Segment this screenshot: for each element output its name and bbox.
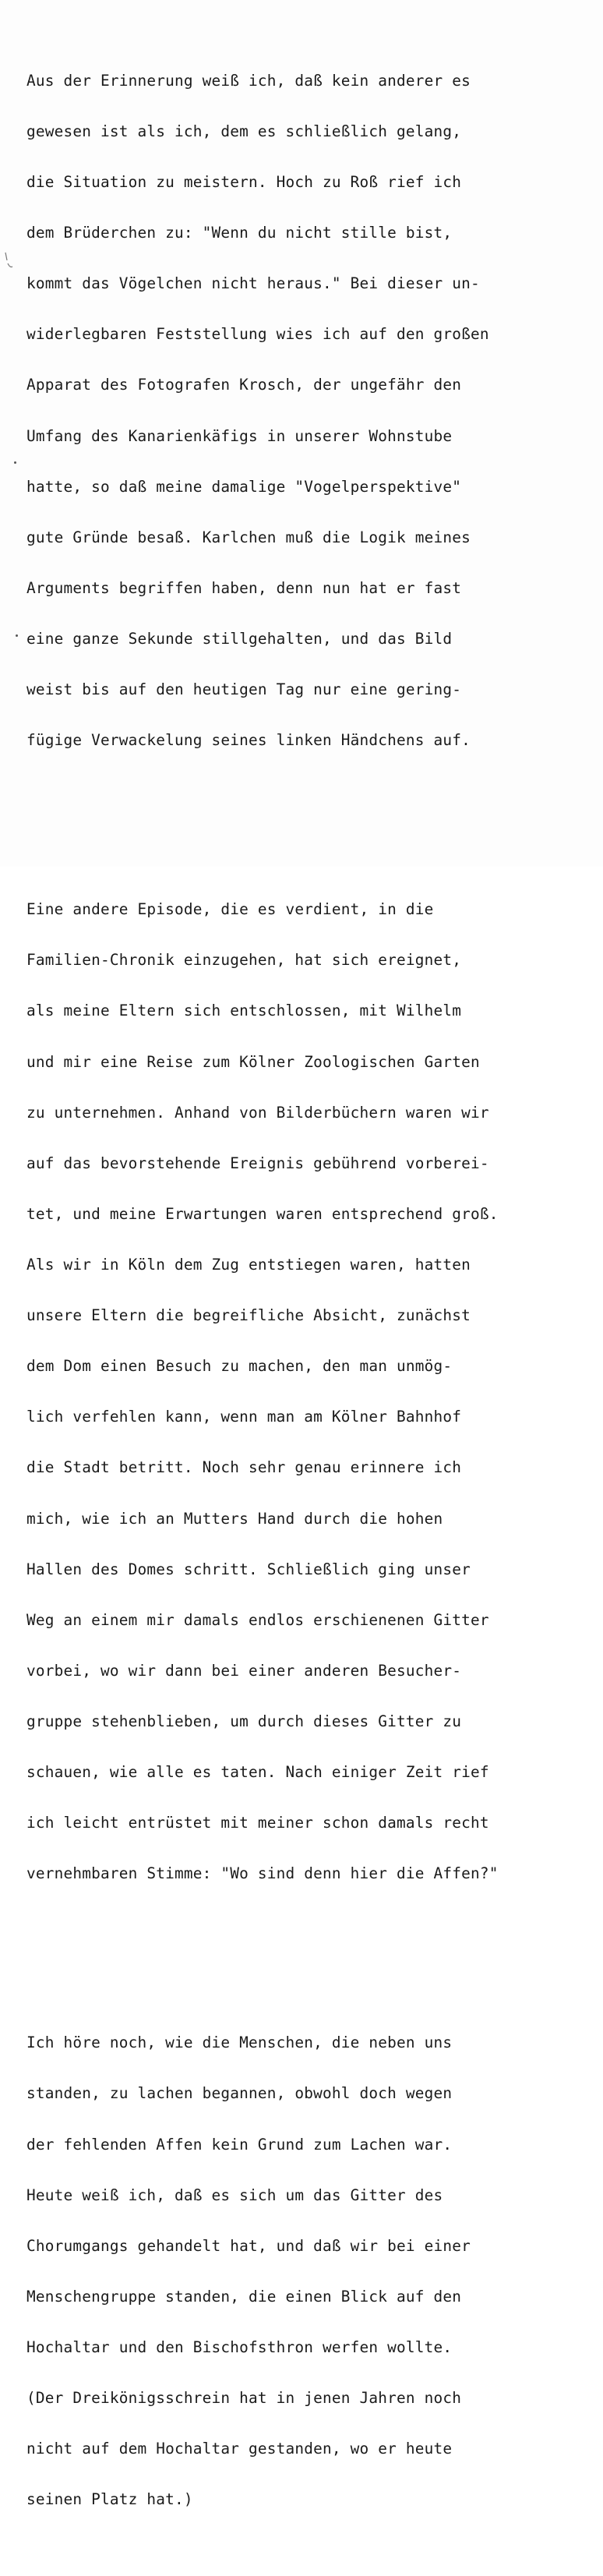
text-line: schauen, wie alle es taten. Nach einiger Zeit rief [26,1763,489,1782]
text-line: Eine andere Episode, die es verdient, in die [26,900,434,919]
text-line: kommt das Vögelchen nicht heraus." Bei dieser un- [26,274,480,293]
paragraph-2 [26,868,603,1917]
text-line: standen, zu lachen begannen, obwohl doch wegen [26,2084,453,2103]
text-line: weist bis auf den heutigen Tag nur eine gering- [26,680,462,699]
text-line: (Der Dreikönigsschrein hat in jenen Jahren noch [26,2389,462,2408]
text-line: hatte, so daß meine damalige "Vogelperspektive" [26,477,462,496]
text-line: tet, und meine Erwartungen waren entsprechend groß. [26,1204,499,1223]
typewritten-text [26,5,603,2576]
text-line: lich verfehlen kann, wenn man am Kölner Bahnhof [26,1408,462,1426]
text-line: vorbei, wo wir dann bei einer anderen Besucher- [26,1661,462,1680]
margin-dot-icon [14,461,16,464]
text-line: die Stadt betritt. Noch sehr genau erinnere ich [26,1458,462,1477]
text-line: die Situation zu meistern. Hoch zu Roß rief ich [26,173,462,192]
paragraph-3 [26,2001,603,2542]
text-line: ich leicht entrüstet mit meiner schon damals recht [26,1814,489,1832]
text-line: Chorumgangs gehandelt hat, und daß wir bei einer [26,2236,471,2255]
text-line: dem Dom einen Besuch zu machen, den man unmög- [26,1357,453,1376]
text-line: auf das bevorstehende Ereignis gebührend vorberei- [26,1154,489,1172]
text-line: seinen Platz hat.) [26,2490,193,2509]
text-line: Ich höre noch, wie die Menschen, die neben uns [26,2034,453,2052]
text-line: Arguments begriffen haben, denn nun hat er fast [26,578,462,597]
text-line: Als wir in Köln dem Zug entstiegen waren, hatten [26,1256,471,1274]
text-line: nicht auf dem Hochaltar gestanden, wo er heute [26,2440,453,2458]
text-line: Umfang des Kanarienkäfigs in unserer Wohnstube [26,426,453,445]
text-line: gruppe stehenblieben, um durch dieses Gitter zu [26,1712,462,1730]
paragraph-gap [26,1950,603,1967]
text-line: mich, wie ich an Mutters Hand durch die hohen [26,1509,443,1528]
paragraph-gap [26,817,603,834]
text-line: Heute weiß ich, daß es sich um das Gitter des [26,2186,443,2204]
text-line: Aus der Erinnerung weiß ich, daß kein anderer es [26,71,471,90]
text-line: gewesen ist als ich, dem es schließlich gelang, [26,122,462,140]
text-line: gute Gründe besaß. Karlchen muß die Logik meines [26,528,471,546]
text-line: zu unternehmen. Anhand von Bilderbüchern waren wir [26,1103,489,1122]
text-line: Menschengruppe standen, die einen Blick auf den [26,2287,462,2306]
text-line: vernehmbaren Stimme: "Wo sind denn hier die Affen?" [26,1864,499,1883]
text-line: fügige Verwackelung seines linken Händchens auf. [26,731,471,750]
text-line: Apparat des Fotografen Krosch, der ungefähr den [26,376,462,394]
text-line: dem Brüderchen zu: "Wenn du nicht stille bist, [26,224,453,242]
text-line: Weg an einem mir damals endlos erschienenen Gitter [26,1610,489,1629]
margin-dot-icon [16,634,18,637]
paragraph-1 [26,38,603,783]
text-line: und mir eine Reise zum Kölner Zoologischen Garten [26,1052,480,1071]
text-line: eine ganze Sekunde stillgehalten, und das Bild [26,630,453,648]
text-line: widerlegbaren Feststellung wies ich auf den großen [26,325,489,344]
text-line: Familien-Chronik einzugehen, hat sich ereignet, [26,951,462,970]
text-line: unsere Eltern die begreifliche Absicht, zunächst [26,1306,471,1325]
text-line: der fehlenden Affen kein Grund zum Lachen war. [26,2135,453,2154]
text-line: Hochaltar und den Bischofsthron werfen wollte. [26,2338,453,2356]
text-line: Hallen des Domes schritt. Schließlich ging unser [26,1560,471,1578]
text-line: als meine Eltern sich entschlossen, mit Wilhelm [26,1002,462,1020]
pencil-mark-icon [3,251,14,274]
